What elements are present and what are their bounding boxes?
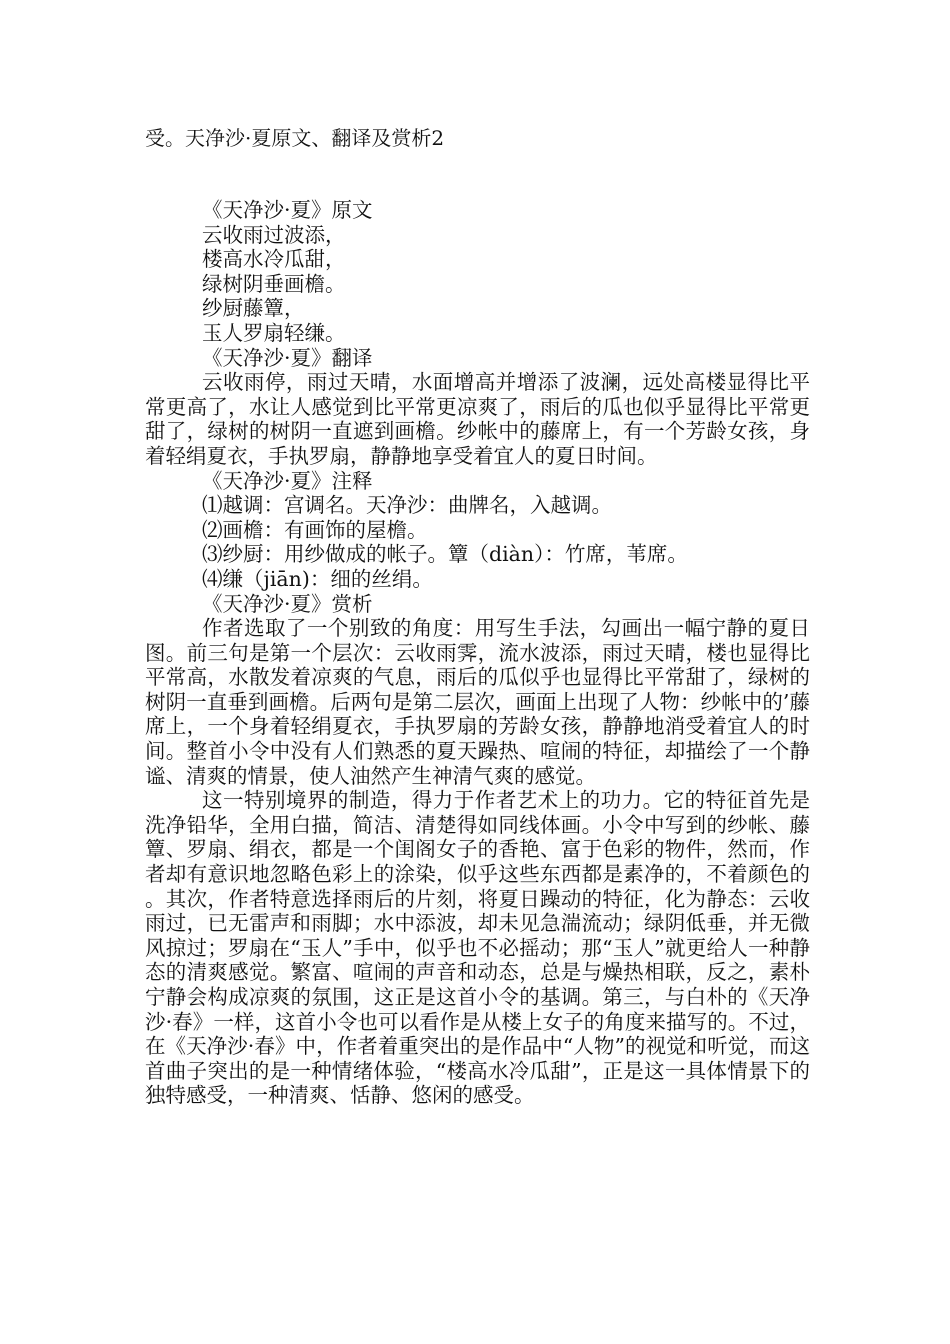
document-title-line: 受。天净沙·夏原文、翻译及赏析2: [145, 126, 445, 150]
poem-line: 云收雨过波添，: [202, 222, 346, 247]
poem-line: 楼高水冷瓜甜，: [202, 247, 346, 272]
poem-line: 玉人罗扇轻缣。: [202, 320, 346, 345]
appreciation-paragraph: 这一特别境界的制造，得力于作者艺术上的功力。它的特征首先是洗净铅华，全用白描，简洁、清楚得如同线体画。小令中写到的纱帐、藤簟、罗扇、绢衣，都是一个闺阁女子的香艳、富于色彩的物件，然而，作者却有意识地忽略色彩上的涂染，似乎这些东西都是素净的，不着颜色的。其次，作者特意选择雨后的片刻，将夏日躁动的特征，化为静态：云收雨过，已无雷声和雨脚；水中添波，却未见急湍流动；绿阴低垂，并无微风掠过；罗扇在“玉人”手中，似乎也不必摇动；那“玉人”就更给人一种静态的清爽感觉。繁富、喧闹的声音和动态，总是与燥热相联，反之，素朴宁静会构成凉爽的氛围，这正是这首小令的基调。第三，与白朴的《天净沙·春》一样，这首小令也可以看作是从楼上女子的角度来描写的。不过，在《天净沙·春》中，作者着重突出的是作品中“人物”的视觉和听觉，而这首曲子突出的是一种情绪体验，“楼高水冷瓜甜”，正是这一具体情景下的独特感受，一种清爽、恬静、悠闲的感受。: [145, 788, 810, 1108]
note-item: ⑴越调：宫调名。天净沙：曲牌名，入越调。: [202, 493, 612, 518]
appreciation-heading: 《天净沙·夏》赏析: [202, 591, 373, 616]
note-item: ⑵画檐：有画饰的屋檐。: [202, 517, 428, 542]
note-item: ⑶纱厨：用纱做成的帐子。簟（diàn）：竹席，苇席。: [202, 542, 688, 567]
translation-paragraph: 云收雨停，雨过天晴，水面增高并增添了波澜，远处高楼显得比平常更高了，水让人感觉到比平常更凉爽了，雨后的瓜也似乎显得比平常更甜了，绿树的树阴一直遮到画檐。纱帐中的藤席上，有一个芳龄女孩，身着轻绢夏衣，手执罗扇，静静地享受着宜人的夏日时间。: [145, 370, 810, 468]
notes-heading: 《天净沙·夏》注释: [202, 468, 373, 493]
note-item: ⑷缣（jiān)：细的丝绢。: [202, 566, 433, 591]
appreciation-paragraph: 作者选取了一个别致的角度：用写生手法，勾画出一幅宁静的夏日图。前三句是第一个层次：云收雨霁，流水波添，雨过天晴，楼也显得比平常高，水散发着凉爽的气息，雨后的瓜似乎也显得比平常甜了，绿树的树阴一直垂到画檐。后两句是第二层次，画面上出现了人物：纱帐中的’藤席上，一个身着轻绢夏衣，手执罗扇的芳龄女孩，静静地消受着宜人的时间。整首小令中没有人们熟悉的夏天躁热、喧闹的特征，却描绘了一个静谧、清爽的情景，使人油然产生神清气爽的感觉。: [145, 616, 810, 788]
original-heading: 《天净沙·夏》原文: [202, 198, 373, 222]
translation-heading: 《天净沙·夏》翻译: [202, 345, 373, 370]
poem-line: 绿树阴垂画檐。: [202, 271, 346, 296]
document-body: [145, 198, 810, 1108]
poem-line: 纱厨藤簟，: [202, 296, 305, 321]
